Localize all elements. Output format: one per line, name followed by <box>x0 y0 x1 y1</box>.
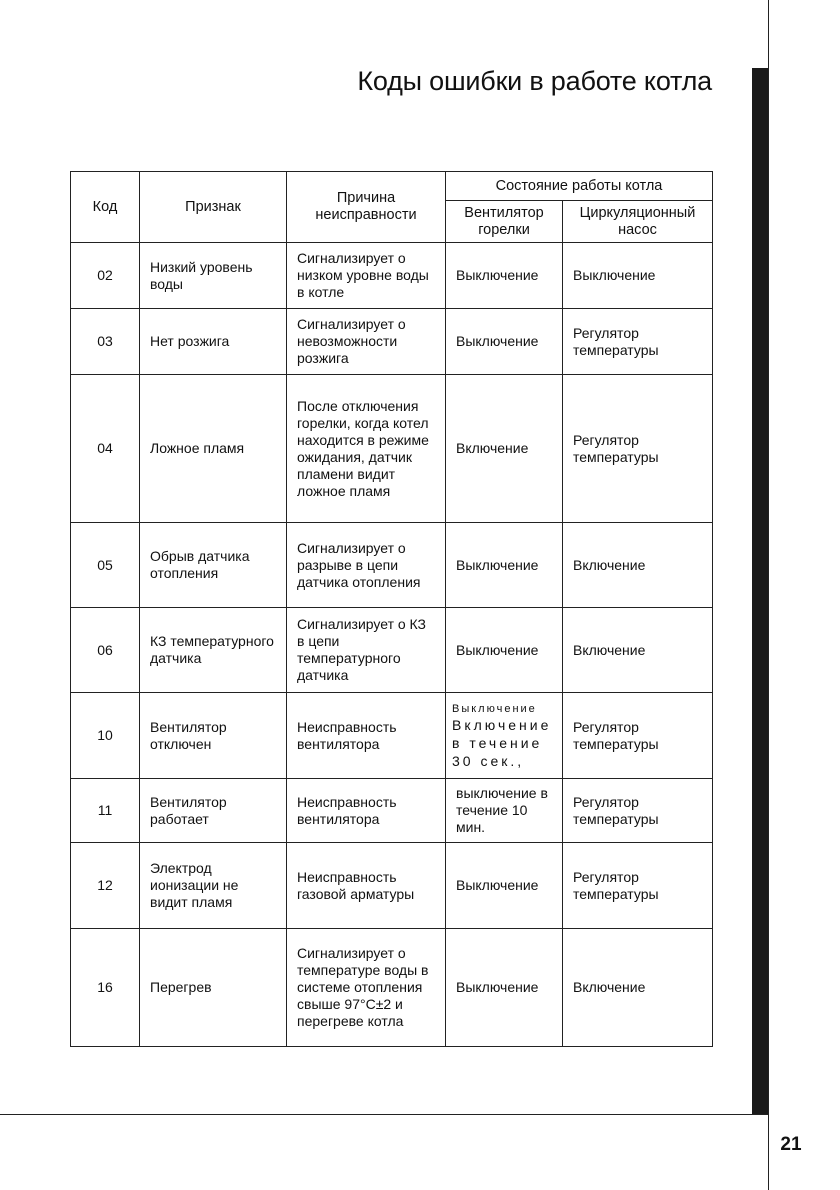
row-pump: Регулятор температуры <box>563 375 713 523</box>
row-fan-small: Выключение <box>452 702 537 715</box>
header-symptom: Признак <box>140 172 287 243</box>
row-fan: Выключение <box>446 608 563 693</box>
row-cause: Сигнализирует о низком уровне воды в котле <box>287 243 446 309</box>
row-code: 10 <box>71 693 140 779</box>
row-pump: Регулятор температуры <box>563 779 713 843</box>
side-bar <box>752 68 768 1115</box>
row-symptom: Обрыв датчика отопления <box>140 523 287 608</box>
table-row <box>71 243 713 309</box>
header-pump: Циркуляционный насос <box>563 201 713 243</box>
row-symptom: Вентилятор отключен <box>140 693 287 779</box>
row-fan: Выключение <box>446 843 563 929</box>
row-code: 16 <box>71 929 140 1047</box>
row-pump: Включение <box>563 523 713 608</box>
row-fan-main: Включение в течение 30 сек., <box>452 716 552 769</box>
row-cause: После отключения горелки, когда котел находится в режиме ожидания, датчик пламени видит ложное пламя <box>287 375 446 523</box>
row-code: 11 <box>71 779 140 843</box>
table-row <box>71 608 713 693</box>
row-cause: Неисправность газовой арматуры <box>287 843 446 929</box>
row-pump: Выключение <box>563 243 713 309</box>
row-code: 04 <box>71 375 140 523</box>
row-fan: Выключение <box>446 929 563 1047</box>
page-edge-line <box>768 0 769 1190</box>
row-fan: Выключение <box>446 243 563 309</box>
row-pump: Регулятор температуры <box>563 309 713 375</box>
row-pump: Включение <box>563 608 713 693</box>
table-row <box>71 375 713 523</box>
page-number: 21 <box>780 1134 802 1155</box>
row-code: 12 <box>71 843 140 929</box>
row-code: 02 <box>71 243 140 309</box>
row-symptom: Перегрев <box>140 929 287 1047</box>
header-code: Код <box>71 172 140 243</box>
table-row <box>71 929 713 1047</box>
row-fan: Выключение <box>446 523 563 608</box>
row-symptom: Вентилятор работает <box>140 779 287 843</box>
table-row <box>71 693 713 779</box>
row-cause: Сигнализирует о разрыве в цепи датчика отопления <box>287 523 446 608</box>
row-symptom: Нет розжига <box>140 309 287 375</box>
table-row <box>71 309 713 375</box>
error-codes-table <box>70 171 713 1047</box>
footer-rule <box>0 1114 769 1115</box>
row-pump: Регулятор температуры <box>563 693 713 779</box>
row-cause: Неисправность вентилятора <box>287 693 446 779</box>
row-cause: Сигнализирует о температуре воды в системе отопления свыше 97°C±2 и перегреве котла <box>287 929 446 1047</box>
row-fan: Выключение <box>446 309 563 375</box>
table-row <box>71 523 713 608</box>
header-fan: Вентилятор горелки <box>446 201 563 243</box>
row-pump: Включение <box>563 929 713 1047</box>
row-fan <box>446 693 563 779</box>
page-title: Коды ошибки в работе котла <box>357 66 712 96</box>
row-fan: Включение <box>446 375 563 523</box>
header-cause: Причина неисправности <box>287 172 446 243</box>
row-cause: Сигнализирует о КЗ в цепи температурного датчика <box>287 608 446 693</box>
row-pump: Регулятор температуры <box>563 843 713 929</box>
row-symptom: Ложное пламя <box>140 375 287 523</box>
table-row <box>71 779 713 843</box>
row-symptom: Электрод ионизации не видит пламя <box>140 843 287 929</box>
row-symptom: Низкий уровень воды <box>140 243 287 309</box>
row-fan: выключение в течение 10 мин. <box>446 779 563 843</box>
row-code: 06 <box>71 608 140 693</box>
row-symptom: КЗ температурного датчика <box>140 608 287 693</box>
table-row <box>71 843 713 929</box>
header-status-group: Состояние работы котла <box>446 172 713 201</box>
row-code: 05 <box>71 523 140 608</box>
row-code: 03 <box>71 309 140 375</box>
row-cause: Сигнализирует о невозможности розжига <box>287 309 446 375</box>
row-cause: Неисправность вентилятора <box>287 779 446 843</box>
